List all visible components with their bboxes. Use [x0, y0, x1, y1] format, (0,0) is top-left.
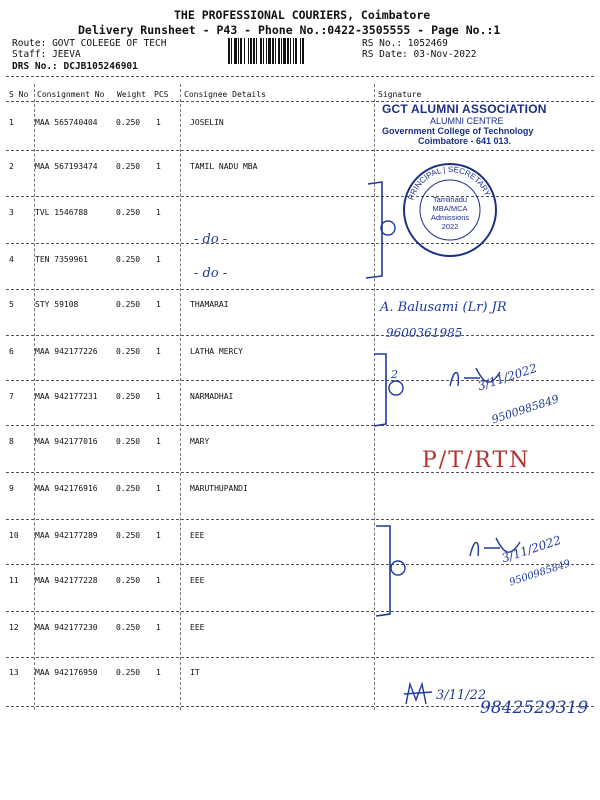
- row-consignee-details: IT: [190, 668, 200, 677]
- row-consignee-details: EEE: [190, 531, 205, 540]
- signature-row-5: A. Balusami (Lr) JR: [380, 300, 507, 315]
- staff-label: Staff:: [12, 49, 47, 60]
- row-divider: [6, 289, 594, 290]
- route-value: GOVT COLEEGE OF TECH: [52, 38, 167, 49]
- stamp-line1: GCT ALUMNI ASSOCIATION: [382, 102, 547, 116]
- row-sno: 2: [9, 162, 14, 171]
- top-divider: [6, 76, 594, 77]
- staff-line: [12, 49, 81, 60]
- date-row-7: 3/11/2022: [476, 360, 539, 394]
- date-row-10: 3/11/2022: [500, 532, 563, 566]
- rs-no-label: RS No.:: [362, 38, 403, 49]
- ditto-row-3: - do -: [194, 232, 228, 247]
- row-weight: 0.250: [116, 484, 141, 493]
- row-pcs: 1: [156, 437, 161, 446]
- stamp-line3: Government College of Technology: [382, 126, 534, 136]
- document-subtitle: Delivery Runsheet - P43 - Phone No.:0422-3505555 - Page No.:1: [78, 23, 501, 37]
- phone-row-10: 9500985849: [508, 558, 572, 589]
- route-label: Route:: [12, 38, 47, 49]
- seal-year: 2022: [441, 222, 459, 231]
- rs-date-label: RS Date:: [362, 49, 408, 60]
- stamp-line4: Coimbatore - 641 013.: [418, 136, 512, 146]
- stamp-line2: ALUMNI CENTRE: [430, 116, 504, 126]
- route-line: [12, 38, 166, 49]
- row-divider: [6, 657, 594, 658]
- phone-row-7: 9500985849: [490, 392, 561, 427]
- row-consignment-no: MAA 942176916: [35, 484, 98, 493]
- row-consignment-no: MAA 565740404: [35, 118, 98, 127]
- row-sno: 9: [9, 484, 14, 493]
- row-consignment-no: MAA 942176950: [35, 668, 98, 677]
- row-weight: 0.250: [116, 208, 141, 217]
- row-weight: 0.250: [116, 118, 141, 127]
- row-consignee-details: TAMIL NADU MBA: [190, 162, 258, 171]
- row-divider: [6, 196, 594, 197]
- row-consignee-details: THAMARAI: [190, 300, 229, 309]
- col-header-signature: Signature: [378, 90, 422, 99]
- row-consignee-details: LATHA MERCY: [190, 347, 243, 356]
- row-pcs: 1: [156, 347, 161, 356]
- row-consignment-no: MAA 942177230: [35, 623, 98, 632]
- row-consignment-no: STY 59108: [35, 300, 79, 309]
- row-pcs: 1: [156, 668, 161, 677]
- row-pcs: 1: [156, 162, 161, 171]
- row-consignment-no: TEN 7359961: [35, 255, 88, 264]
- gct-alumni-stamp: [382, 102, 562, 146]
- note-row-8: P/T/RTN: [422, 448, 531, 473]
- row-pcs: 1: [156, 576, 161, 585]
- row-divider: [6, 519, 594, 520]
- barcode: [228, 38, 356, 64]
- row-weight: 0.250: [116, 531, 141, 540]
- row-pcs: 1: [156, 531, 161, 540]
- row-pcs: 1: [156, 484, 161, 493]
- drs-label: DRS No.:: [12, 61, 58, 72]
- row-sno: 12: [9, 623, 19, 632]
- seal-mid3: Admissions: [430, 213, 470, 222]
- seal-mid1: Tamilnadu: [432, 195, 468, 204]
- row-pcs: 1: [156, 208, 161, 217]
- row-weight: 0.250: [116, 668, 141, 677]
- row-consignment-no: MAA 942177228: [35, 576, 98, 585]
- col-header-pcs: PCS: [154, 90, 169, 99]
- staff-value: JEEVA: [52, 49, 81, 60]
- row-sno: 10: [9, 531, 19, 540]
- row-consignment-no: MAA 942177016: [35, 437, 98, 446]
- row-divider: [6, 335, 594, 336]
- row-weight: 0.250: [116, 623, 141, 632]
- row-divider: [6, 611, 594, 612]
- bracket-rows-10-12: [372, 522, 412, 622]
- row-sno: 1: [9, 118, 14, 127]
- row-sno: 4: [9, 255, 14, 264]
- row-weight: 0.250: [116, 576, 141, 585]
- principal-seal: [400, 160, 500, 260]
- row-consignment-no: TVL 1546788: [35, 208, 88, 217]
- row-consignment-no: MAA 942177226: [35, 347, 98, 356]
- row-consignee-details: NARMADHAI: [190, 392, 234, 401]
- row-divider: [6, 150, 594, 151]
- row-consignee-details: MARUTHUPANDI: [190, 484, 248, 493]
- row-sno: 7: [9, 392, 14, 401]
- row-sno: 8: [9, 437, 14, 446]
- row-weight: 0.250: [116, 392, 141, 401]
- signature-scribble-row-13: [402, 680, 436, 708]
- row-consignee-details: JOSELIN: [190, 118, 224, 127]
- rs-date-line: [362, 49, 476, 60]
- row-divider: [6, 243, 594, 244]
- rs-no-line: [362, 38, 448, 49]
- col-header-weight: Weight: [117, 90, 146, 99]
- row-sno: 6: [9, 347, 14, 356]
- row-weight: 0.250: [116, 300, 141, 309]
- row-sno: 13: [9, 668, 19, 677]
- row-weight: 0.250: [116, 347, 141, 356]
- bracket-rows-6-7: [370, 350, 410, 430]
- row-weight: 0.250: [116, 437, 141, 446]
- column-divider-details: [180, 84, 181, 710]
- row-pcs: 1: [156, 118, 161, 127]
- row-consignment-no: MAA 942177231: [35, 392, 98, 401]
- row-pcs: 1: [156, 623, 161, 632]
- row-sno: 3: [9, 208, 14, 217]
- row-pcs: 1: [156, 255, 161, 264]
- col-header-sno: S No: [9, 90, 29, 99]
- row-pcs: 1: [156, 300, 161, 309]
- bracket-rows-3-4: [360, 180, 400, 280]
- seal-mid2: MBA/MCA: [432, 204, 468, 213]
- drs-value: DCJB105246901: [63, 61, 138, 72]
- row-weight: 0.250: [116, 162, 141, 171]
- row-consignee-details: EEE: [190, 623, 205, 632]
- row-weight: 0.250: [116, 255, 141, 264]
- phone-row-5: 9600361985: [386, 326, 463, 340]
- ditto-row-4: - do -: [194, 266, 228, 281]
- seal-top-text: PRINCIPAL | SECRETARY: [406, 164, 493, 202]
- row-sno: 5: [9, 300, 14, 309]
- row-consignee-details: EEE: [190, 576, 205, 585]
- drs-line: [12, 61, 138, 72]
- circle-mark-3: 2: [391, 368, 398, 381]
- row-consignment-no: MAA 942177289: [35, 531, 98, 540]
- col-header-details: Consignee Details: [184, 90, 266, 99]
- col-header-consignment: Consignment No: [37, 90, 105, 99]
- row-sno: 11: [9, 576, 19, 585]
- document-title: THE PROFESSIONAL COURIERS, Coimbatore: [174, 8, 431, 22]
- row-consignee-details: MARY: [190, 437, 210, 446]
- rs-no-value: 1052469: [407, 38, 448, 49]
- date-row-13: 3/11/22: [436, 688, 487, 703]
- phone-row-13: 9842529319: [480, 698, 589, 718]
- rs-date-value: 03-Nov-2022: [413, 49, 477, 60]
- row-divider: [6, 425, 594, 426]
- row-pcs: 1: [156, 392, 161, 401]
- row-consignment-no: MAA 567193474: [35, 162, 98, 171]
